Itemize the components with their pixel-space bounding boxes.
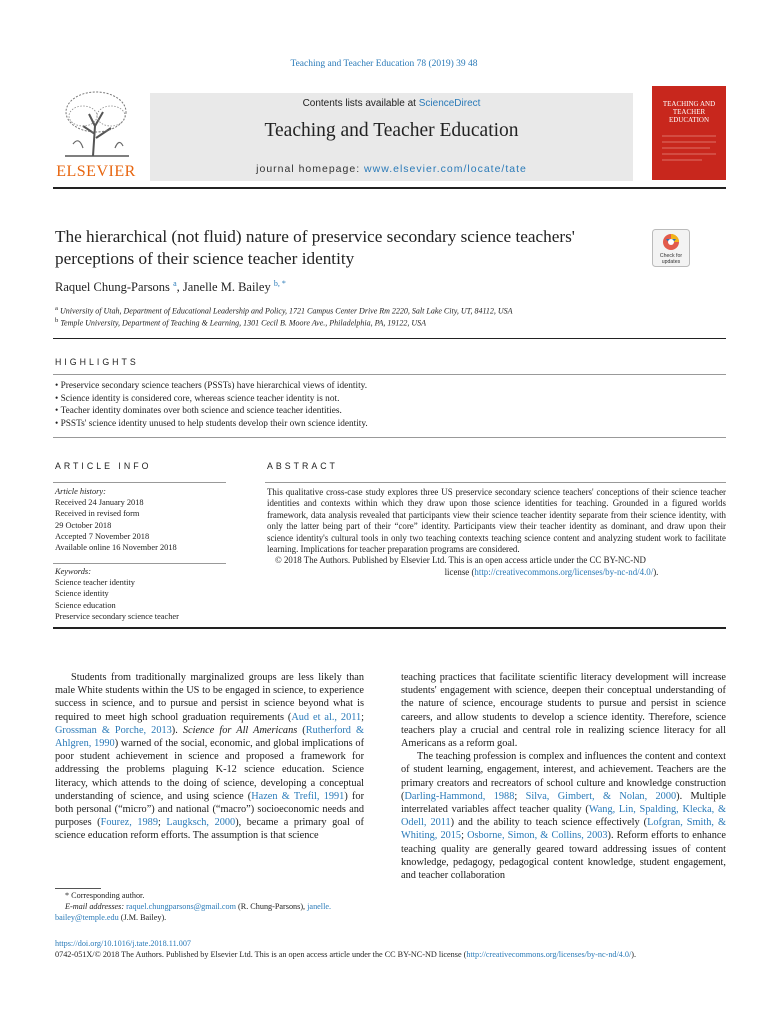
journal-homepage	[150, 163, 633, 175]
journal-title: Teaching and Teacher Education	[264, 120, 519, 141]
email-addresses-cont	[55, 913, 375, 924]
email-owner: (J.M. Bailey).	[118, 912, 167, 922]
author-list	[55, 279, 286, 295]
license-suffix: ).	[653, 566, 659, 577]
keywords-label: Keywords:	[55, 567, 91, 576]
citation-link[interactable]: Aud et al., 2011	[291, 711, 362, 723]
keyword: Science identity	[55, 589, 109, 599]
body-column-left	[55, 671, 364, 843]
history-entry: Accepted 7 November 2018	[55, 531, 150, 541]
article-title: The hierarchical (not fluid) nature of preservice secondary science teachers' perceptions of their science teacher identity	[55, 227, 575, 268]
homepage-link[interactable]: www.elsevier.com/locate/tate	[364, 163, 527, 175]
author-name: Raquel Chung-Parsons	[55, 280, 170, 295]
journal-masthead	[53, 86, 726, 182]
issn-suffix: ).	[631, 950, 637, 959]
citation-link[interactable]: Fourez, 1989	[100, 817, 158, 829]
author-name: Janelle M. Bailey	[182, 280, 271, 295]
affiliation-marker: a	[55, 305, 58, 312]
affiliation-b	[55, 317, 426, 328]
highlight-item: • Teacher identity dominates over both science and science teacher identities.	[55, 405, 368, 418]
affiliation-marker[interactable]: a	[173, 279, 177, 288]
citation-link[interactable]: Osborne, Simon, & Collins, 2003	[467, 830, 608, 842]
keyword: Science teacher identity	[55, 578, 135, 588]
page-footer	[55, 938, 735, 960]
footnote	[55, 891, 375, 923]
affiliation-marker: b	[55, 317, 59, 324]
abstract-heading: ABSTRACT	[267, 461, 338, 471]
history-entry: Received 24 January 2018	[55, 498, 144, 508]
email-link[interactable]: raquel.chungparsons@gmail.com	[126, 901, 236, 911]
keyword: Preservice secondary science teacher	[55, 611, 179, 621]
sciencedirect-link[interactable]: ScienceDirect	[418, 98, 481, 109]
body-paragraph: teaching practices that facilitate scientific literacy development will increase students' engagement with science, deepen their conceptual understanding of the nature of science, encourage students to pursue and persist in science careers, and allow students to develop a science identity. Therefore, science teachers play a crucial and central role in realizing science literacy for all Americans as a reform goal.	[401, 672, 726, 750]
history-entry: Available online 16 November 2018	[55, 543, 177, 553]
author-separator: ,	[176, 280, 183, 295]
journal-citation[interactable]: Teaching and Teacher Education 78 (2019) 39 48	[290, 59, 478, 69]
homepage-prefix: journal homepage:	[256, 163, 365, 175]
crossmark-label: Check for updates	[659, 253, 683, 265]
body-paragraph: The teaching profession is complex and influences the content and context of student learning, engagement, interest, and achievement. Teachers are the primary creators and recreators of school culture and knowledge construction (Darling-Hammond, 1988; Silva, Gimbert, & Nolan, 2000). Multiple interrelated variables affect teacher quality (Wang, Lin, Spalding, Klecka, & Odell, 2011) and the ability to teach science effectively (Lofgran, Smith, & Whiting, 2015; Osborne, Simon, & Collins, 2003). Reform efforts to enhance teaching quality are generally geared toward addressing issues of content knowledge, pedagogy, pedagogical content knowledge, student engagement, and teacher collaboration	[401, 751, 726, 882]
citation-link[interactable]: Grossman & Porche, 2013	[55, 724, 172, 736]
abstract-bottom-rule	[53, 627, 726, 629]
keywords-block	[55, 566, 225, 622]
contents-availability	[150, 98, 633, 109]
highlight-item: • PSSTs' science identity unused to help students develop their own science identity.	[55, 418, 368, 431]
body-column-right	[401, 671, 726, 882]
affiliation-text: University of Utah, Department of Educational Leadership and Policy, 1721 Campus Center Drive Rm 2220, Salt Lake City, UT, 84112, USA	[59, 306, 513, 316]
email-owner: (R. Chung-Parsons),	[235, 901, 308, 911]
abstract-paragraph: This qualitative cross-case study explores three US preservice secondary science teachers' conceptions of their science teacher identities and contexts within which they draw upon those science identities for teaching. Grounded in a figured worlds framework, data analysis revealed that participants view their science teacher identity separate from their science identity, with only the latter being part of their “core” identity. Participants view their teacher identity as dominant, and draw upon their science identity's cultural tools in only two teaching contexts teaching science content and analyzing student work to facilitate learning. Implications for teacher preparation programs are considered.	[267, 487, 726, 555]
body-paragraph: Students from traditionally marginalized groups are less likely than male White students within the US to be engaged in science, to experience success in science, and to pursue and persist in science beyond what is required to meet high school graduation requirements (Aud et al., 2011; Grossman & Porche, 2013). Science for All Americans (Rutherford & Ahlgren, 1990) warned of the social, economic, and global implications of poor student achievement in science and proposed a framework for addressing the problems plaguing K-12 science education. Science literacy, which attends to the doing of science, developing a conceptual understanding of science, and using science (Hazen & Trefil, 1991) for both personal (“micro”) and national (“macro”) socioeconomic needs and purposes (Fourez, 1989; Laugksch, 2000), became a primary goal of science education reform efforts. The assumption is that science	[55, 672, 365, 842]
affiliation-a	[55, 305, 513, 316]
issn-line	[55, 949, 735, 960]
title-divider	[53, 338, 726, 339]
abstract-rule	[265, 482, 726, 483]
email-link[interactable]: bailey@temple.edu	[55, 912, 119, 922]
email-addresses	[55, 902, 375, 913]
keywords-rule	[53, 563, 226, 564]
history-entry: Received in revised form	[55, 509, 140, 519]
highlights-rule	[53, 374, 726, 375]
article-info-rule	[53, 482, 226, 483]
doi-link[interactable]: https://doi.org/10.1016/j.tate.2018.11.007	[55, 939, 192, 948]
affiliation-text: Temple University, Department of Teaching & Learning, 1301 Cecil B. Moore Ave., Philadelphia, PA, 19122, USA	[60, 318, 426, 328]
history-label: Article history:	[55, 487, 106, 496]
corresponding-author-note: * Corresponding author.	[65, 891, 145, 900]
footnote-rule	[55, 888, 101, 889]
article-history	[55, 486, 225, 553]
highlights-heading: HIGHLIGHTS	[55, 357, 139, 367]
journal-banner	[150, 93, 633, 181]
history-entry: 29 October 2018	[55, 520, 112, 530]
cover-text-lines-icon	[662, 134, 716, 164]
italic-text: Science for All Americans	[182, 724, 298, 736]
highlight-item: • Science identity is considered core, whereas science teacher identity is not.	[55, 393, 368, 406]
highlight-item: • Preservice secondary science teachers (PSSTs) have hierarchical views of identity.	[55, 380, 368, 393]
keyword: Science education	[55, 600, 116, 610]
citation-link[interactable]: Darling-Hammond, 1988	[404, 790, 515, 802]
highlights-bottom-rule	[53, 437, 726, 438]
elsevier-wordmark: ELSEVIER	[56, 163, 136, 180]
citation-link[interactable]: Lofgran, Smith, & Whiting, 2015	[401, 817, 726, 842]
citation-link[interactable]: Laugksch, 2000	[166, 817, 236, 829]
license-prefix: license (	[444, 566, 475, 577]
article-info-heading: ARTICLE INFO	[55, 461, 152, 471]
email-link[interactable]: janelle.	[307, 901, 332, 911]
license-link[interactable]: http://creativecommons.org/licenses/by-nc-nd/4.0/	[474, 566, 654, 577]
check-for-updates-badge[interactable]	[652, 229, 690, 267]
affiliation-marker[interactable]: b, *	[273, 279, 286, 288]
contents-prefix: Contents lists available at	[302, 98, 419, 109]
citation-link[interactable]: Hazen & Trefil, 1991	[251, 790, 345, 802]
journal-cover-thumbnail[interactable]	[652, 86, 726, 180]
abstract-license	[267, 567, 726, 578]
abstract-copyright: © 2018 The Authors. Published by Elsevier Ltd. This is an open access article under the CC BY-NC-ND	[275, 555, 646, 566]
issn-text: 0742-051X/© 2018 The Authors. Published by Elsevier Ltd. This is an open access article under the CC BY-NC-ND license (	[55, 950, 467, 959]
email-label: E-mail addresses:	[65, 901, 127, 911]
citation-link[interactable]: Wang, Lin, Spalding, Klecka, & Odell, 2011	[401, 804, 726, 829]
cover-title: TEACHING AND TEACHER EDUCATION	[662, 100, 716, 124]
highlights-list	[55, 380, 368, 430]
citation-link[interactable]: Rutherford & Ahlgren, 1990	[55, 724, 365, 750]
license-link[interactable]: http://creativecommons.org/licenses/by-nc-nd/4.0/	[466, 950, 632, 959]
citation-link[interactable]: Silva, Gimbert, & Nolan, 2000	[525, 790, 677, 802]
abstract-body	[267, 487, 726, 578]
header-divider	[53, 187, 726, 189]
